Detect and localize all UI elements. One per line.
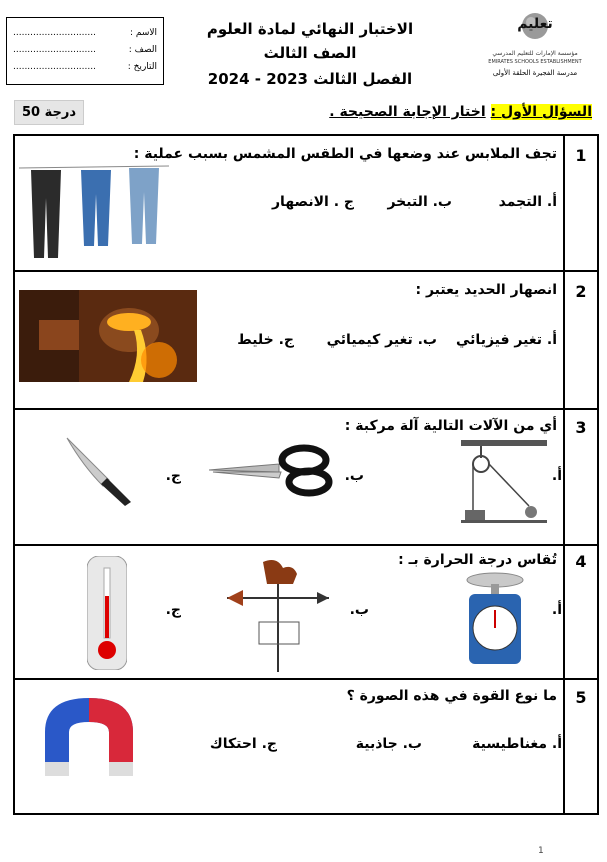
class-field[interactable]: .............................: [13, 45, 96, 55]
school-logo: [475, 8, 595, 90]
class-label: الصف :: [128, 45, 157, 55]
scissors-icon: [209, 442, 339, 498]
marks-badge: 50 درجة: [14, 100, 84, 125]
question-1-option-c[interactable]: ج . الانصهار: [272, 194, 354, 210]
questions-table: [13, 134, 599, 815]
question-3-option-a[interactable]: أ.: [551, 468, 562, 484]
class-row: [13, 45, 157, 59]
row-divider: [15, 544, 597, 546]
question-5-option-a[interactable]: أ. مغناطيسية: [472, 736, 562, 752]
logo-word: تعليم: [517, 16, 553, 32]
name-label: الاسم :: [129, 28, 157, 38]
name-row: [13, 28, 157, 42]
row-divider: [15, 408, 597, 410]
question-4-option-c[interactable]: ج.: [165, 602, 181, 618]
question-1-option-a[interactable]: أ. التجمد: [498, 194, 557, 210]
question-3-text: أي من الآلات التالية آلة مركبة :: [344, 418, 557, 434]
question-1-text: تجف الملابس عند وضعها في الطقس المشمس بسبب عملية :: [133, 146, 557, 162]
date-row: [13, 62, 157, 76]
question-1-option-b[interactable]: ب. التبخر: [387, 194, 452, 210]
number-column-divider: [563, 136, 565, 813]
question-5-text: ما نوع القوة في هذه الصورة ؟: [346, 688, 557, 704]
question-4-text: تُقاس درجة الحرارة بـ :: [398, 552, 557, 568]
school-name: مدرسة الفجيرة الحلقة الأولى: [492, 69, 578, 77]
page-number: 1: [538, 846, 544, 856]
clothes-line-icon: [19, 162, 169, 262]
question-4-option-b[interactable]: ب.: [349, 602, 369, 618]
date-label: التاريخ :: [127, 62, 157, 72]
question-3-option-c[interactable]: ج.: [165, 468, 181, 484]
question-3-option-b[interactable]: ب.: [344, 468, 364, 484]
question-1-number: 1: [575, 146, 587, 165]
logo-arabic: مؤسسة الإمارات للتعليم المدرسي: [492, 50, 578, 57]
question-2-option-c[interactable]: ج. خليط: [237, 332, 294, 348]
question-2-text: انصهار الحديد يعتبر :: [415, 282, 557, 298]
name-field[interactable]: .............................: [13, 28, 96, 38]
exam-title: الاختبار النهائي لمادة العلوم: [206, 20, 414, 38]
question-3-number: 3: [575, 418, 587, 437]
grade-title: الصف الثالث: [263, 44, 357, 62]
term-title: الفصل الثالث 2023 - 2024: [207, 70, 413, 88]
question-5-option-c[interactable]: ج. احتكاك: [209, 736, 277, 752]
question-5-number: 5: [575, 688, 587, 707]
molten-iron-icon: [19, 290, 197, 382]
scale-icon: [463, 570, 527, 668]
date-field[interactable]: .............................: [13, 62, 96, 72]
question-5-option-b[interactable]: ب. جاذبية: [355, 736, 422, 752]
student-info-box: [6, 17, 164, 85]
section-heading: السؤال الأول :: [490, 104, 592, 120]
pulley-icon: [461, 440, 547, 524]
question-4-option-a[interactable]: أ.: [551, 602, 562, 618]
magnet-icon: [37, 692, 141, 778]
row-divider: [15, 270, 597, 272]
logo-english: EMIRATES SCHOOLS ESTABLISHMENT: [488, 59, 582, 65]
question-4-number: 4: [575, 552, 587, 571]
question-2-option-b[interactable]: ب. تغير كيميائي: [326, 332, 437, 348]
weather-vane-icon: [223, 556, 333, 674]
section-title: [329, 104, 592, 120]
question-2-number: 2: [575, 282, 587, 301]
section-instruction: اختار الإجابة الصحيحة .: [329, 104, 486, 120]
thermometer-icon: [87, 556, 127, 670]
row-divider: [15, 678, 597, 680]
question-2-option-a[interactable]: أ. تغير فيزيائي: [456, 332, 557, 348]
knife-icon: [65, 436, 135, 506]
